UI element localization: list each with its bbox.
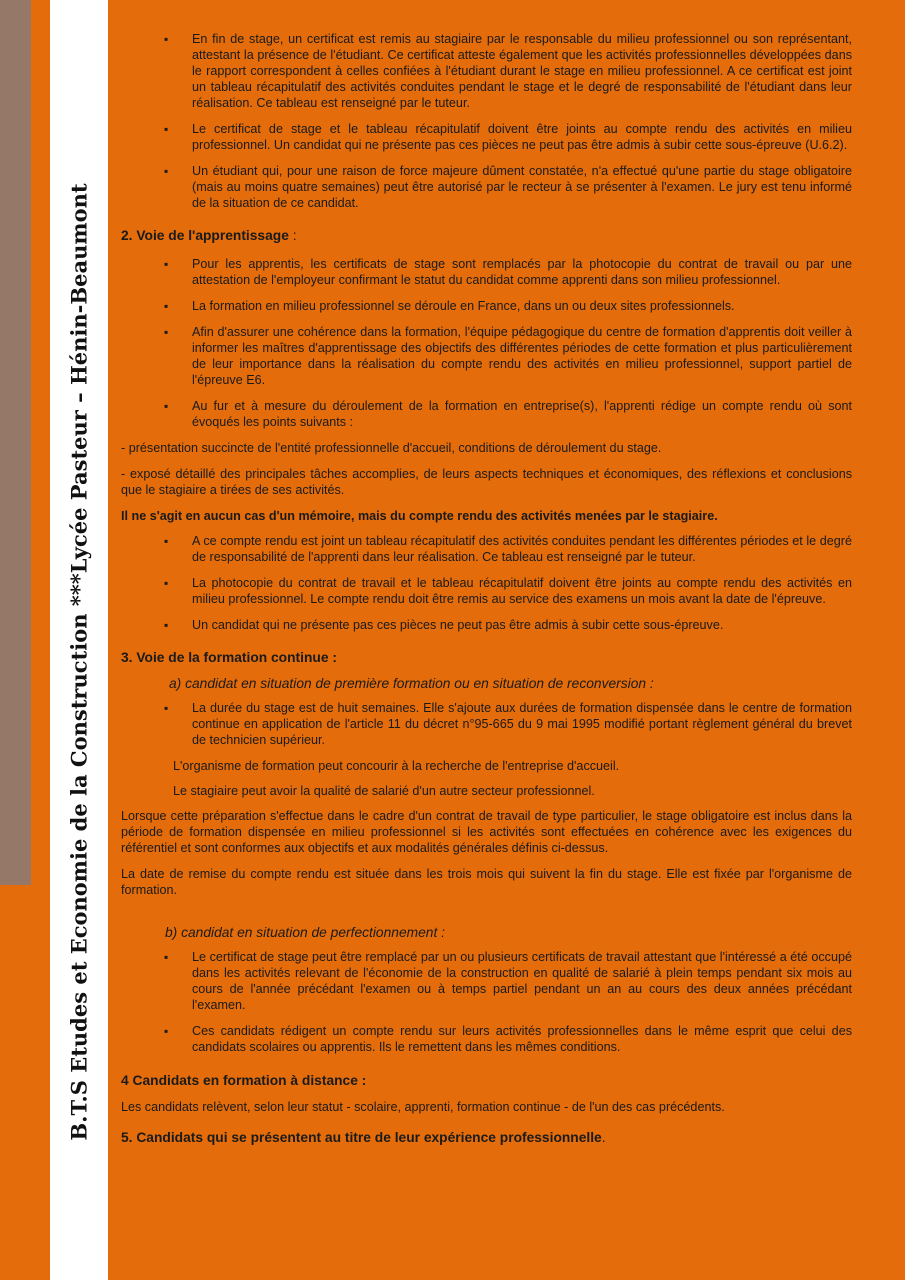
bullet-item: ▪ Afin d'assurer une cohérence dans la formation, l'équipe pédagogique du centre de formation d'apprentis doit veiller à informer les maîtres d'apprentissage des objectifs des différentes périodes de cette formation et plus particulièrement de leur importance dans la réalisation du compte rendu des activités en milieu professionnel, support partiel de l'épreuve E6.	[121, 324, 852, 388]
dash-item: - présentation succincte de l'entité professionnelle d'accueil, conditions de déroulement du stage.	[121, 441, 662, 455]
bullet-item: ▪ Un candidat qui ne présente pas ces pièces ne peut pas être admis à subir cette sous-épreuve.	[121, 617, 852, 633]
paragraph: Les candidats relèvent, selon leur statut - scolaire, apprenti, formation continue - de l'un des cas précédents.	[121, 1100, 725, 1114]
side-strip	[0, 0, 31, 885]
paragraph: La date de remise du compte rendu est située dans les trois mois qui suivent la fin du stage. Elle est fixée par l'organisme de formation.	[121, 867, 852, 897]
section-heading-5: 5. Candidats qui se présentent au titre de leur expérience professionnelle.	[121, 1130, 606, 1145]
bullet-item: ▪ Ces candidats rédigent un compte rendu sur leurs activités professionnelles dans le même esprit que celui des candidats scolaires ou apprentis. Ils le remettent dans les mêmes conditions.	[121, 1023, 852, 1055]
paragraph: Lorsque cette préparation s'effectue dans le cadre d'un contrat de travail de type particulier, le stage obligatoire est inclus dans la période de formation dispensée en milieu professionnel si les activités sont effectuées en cohérence avec les exigences du référentiel et sont conformes aux objectifs et aux modalités générales définis ci-dessus.	[121, 809, 852, 855]
bullet-item: ▪ A ce compte rendu est joint un tableau récapitulatif des activités conduites pendant les différentes périodes et le degré de responsabilité de l'apprenti dans leur réalisation. Ce tableau est renseigné par le tuteur.	[121, 533, 852, 565]
bold-note: Il ne s'agit en aucun cas d'un mémoire, mais du compte rendu des activités menées par le stagiaire.	[121, 509, 718, 523]
side-title: B.T.S Etudes et Economie de la Construction ***Lycée Pasteur – Hénin-Beaumont	[66, 183, 92, 1141]
bullet-item: ▪ Au fur et à mesure du déroulement de la formation en entreprise(s), l'apprenti rédige un compte rendu où sont évoqués les points suivants :	[121, 398, 852, 430]
subheading-a: a) candidat en situation de première formation ou en situation de reconversion :	[169, 676, 654, 691]
bullet-item: ▪ La durée du stage est de huit semaines. Elle s'ajoute aux durées de formation dispensée dans le centre de formation continue en application de l'article 11 du décret n°95-665 du 9 mai 1995 modifié portant règlement général du brevet de technicien supérieur.	[121, 700, 852, 748]
section-heading-3: 3. Voie de la formation continue :	[121, 650, 337, 665]
section-heading-4: 4 Candidats en formation à distance :	[121, 1073, 367, 1088]
paragraph: L'organisme de formation peut concourir à la recherche de l'entreprise d'accueil.	[173, 759, 620, 773]
bullet-item: ▪ Le certificat de stage peut être remplacé par un ou plusieurs certificats de travail attestant que l'intéressé a été occupé dans les activités relevant de l'économie de la construction en qualité de salarié à plein temps pendant six mois au cours de l'année précédant l'examen ou à temps partiel pendant un an au cours des deux années précédant l'examen.	[121, 949, 852, 1013]
paragraph: Le stagiaire peut avoir la qualité de salarié d'un autre secteur professionnel.	[173, 784, 595, 798]
bullet-item: ▪ Pour les apprentis, les certificats de stage sont remplacés par la photocopie du contrat de travail ou par une attestation de l'employeur confirmant le statut du candidat comme apprenti dans son milieu professionnel.	[121, 256, 852, 288]
bullet-item: ▪ En fin de stage, un certificat est remis au stagiaire par le responsable du milieu professionnel ou son représentant, attestant la présence de l'étudiant. Ce certificat atteste également que les activités professionnelles développées dans le rapport correspondent à celles confiées à l'étudiant durant le stage en milieu professionnel. A ce certificat est joint un tableau récapitulatif des activités conduites pendant le stage et le degré de responsabilité de l'étudiant dans leur réalisation. Ce tableau est renseigné par le tuteur.	[121, 31, 852, 111]
bullet-item: ▪ La formation en milieu professionnel se déroule en France, dans un ou deux sites professionnels.	[121, 298, 852, 314]
bullet-item: ▪ La photocopie du contrat de travail et le tableau récapitulatif doivent être joints au compte rendu des activités en milieu professionnel. Le compte rendu doit être remis au service des examens un mois avant la date de l'épreuve.	[121, 575, 852, 607]
page-content	[121, 31, 852, 1146]
dash-item: - exposé détaillé des principales tâches accomplies, de leurs aspects techniques et économiques, des réflexions et conclusions que le stagiaire a tirées de ses activités.	[121, 467, 852, 497]
section-heading-2: 2. Voie de l'apprentissage :	[121, 228, 297, 243]
bullet-item: ▪ Le certificat de stage et le tableau récapitulatif doivent être joints au compte rendu des activités en milieu professionnel. Un candidat qui ne présente pas ces pièces ne peut pas être admis à subir cette sous-épreuve (U.6.2).	[121, 121, 852, 153]
bullet-item: ▪ Un étudiant qui, pour une raison de force majeure dûment constatée, n'a effectué qu'une partie du stage obligatoire (mais au moins quatre semaines) peut être autorisé par le recteur à se présenter à l'examen. Le jury est tenu informé de la situation de ce candidat.	[121, 163, 852, 211]
subheading-b: b) candidat en situation de perfectionnement :	[165, 925, 445, 940]
